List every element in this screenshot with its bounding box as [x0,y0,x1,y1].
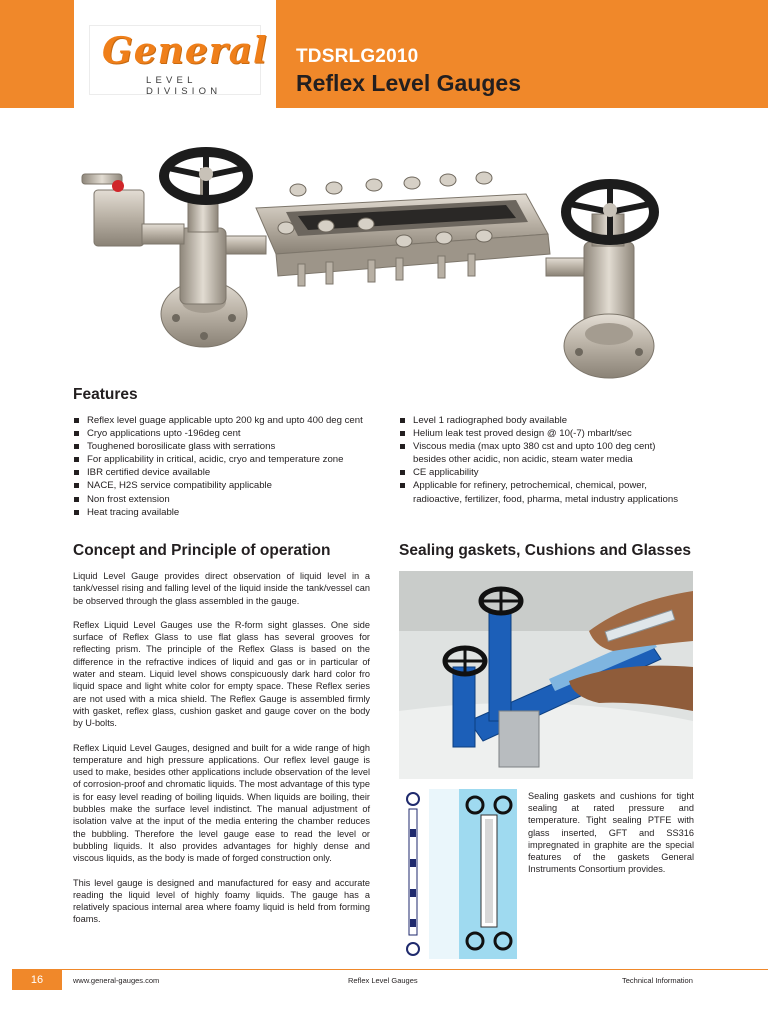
company-logo [90,26,268,97]
logo-panel [74,0,276,108]
page-number: 16 [12,970,62,990]
list-item: Reflex level guage applicable upto 200 kg and upto 400 deg cent [73,414,393,427]
concept-body [73,570,370,926]
bullet-square-icon [74,497,79,502]
handwheel-icon [481,589,521,613]
list-item: Non frost extension [73,493,393,506]
list-item-continuation: besides other acidic, non acidic, steam water media [413,454,633,466]
logo-division: LEVEL DIVISION [146,75,222,97]
handwheel-icon [164,152,248,200]
bullet-square-icon [400,431,405,436]
footer-rule [12,969,768,970]
bullet-square-icon [74,418,79,423]
concept-heading: Concept and Principle of operation [73,542,331,559]
list-item: For applicability in critical, acidic, cryo and temperature zone [73,453,393,466]
list-item: IBR certified device available [73,466,393,479]
concept-paragraph: This level gauge is designed and manufactured for easy and accurate reading the liquid level of highly foamy liquids. The gauge has a relatively spacious internal area where foamy liquid is held from forming foams. [73,877,370,925]
bullet-square-icon [74,470,79,475]
bullet-square-icon [74,483,79,488]
bullet-square-icon [74,444,79,449]
footer-website[interactable]: www.general-gauges.com [73,976,160,985]
handwheel-icon [566,184,654,240]
reflex-level-gauge-photo [76,138,696,408]
gauge-diagram [399,789,517,959]
list-item: NACE, H2S service compatibility applicable [73,479,393,492]
sealing-heading: Sealing gaskets, Cushions and Glasses [399,542,692,559]
list-item: Viscous media (max upto 380 cst and upto 100 deg cent) [399,440,699,453]
bullet-square-icon [400,418,405,423]
sealing-caption: Sealing gaskets and cushions for tight sealing at rated pressure and temperature. Tight sealing PTFE with glass inserted, GFT and SS316 impregnated in graphite are the special features of the gaskets General Instruments Consortium provides. [528,791,694,875]
features-list-left [73,414,393,519]
bullet-square-icon [74,431,79,436]
footer-category: Technical Information [622,976,693,985]
concept-paragraph: Reflex Liquid Level Gauges use the R-form sight glasses. One side surface of Reflex Glass to use flat glass has several grooves for reflecting prism. The principle of the Reflex Glass is based on the difference in the refractive indices of liquid and gas or in particular of water and steam. Liquid level shows conspicuously dark hard color fro liquid space and light white color for empty space. These Reflex series are not used with a mica shield. The Reflex Gauge is assembled firmly with gasket, reflex glass, cushion gasket and gauge cover on the body by U-bolts. [73,619,370,729]
document-code: TDSRLG2010 [296,46,419,67]
list-item: Level 1 radiographed body available [399,414,699,427]
logo-wordmark: General [102,30,268,72]
list-item: Helium leak test proved design @ 10(-7) mbarlt/sec [399,427,699,440]
features-list-right [399,414,699,506]
handwheel-icon [445,648,485,674]
list-item: Toughened borosilicate glass with serrations [73,440,393,453]
bullet-square-icon [74,510,79,515]
concept-paragraph: Liquid Level Gauge provides direct observation of liquid level in a tank/vessel rising and falling level of the liquid inside the tank/vessel can be observed through the glass assembled in the gauge. [73,571,370,606]
bullet-square-icon [400,483,405,488]
page-title: Reflex Level Gauges [296,70,521,96]
list-item: Applicable for refinery, petrochemical, chemical, power, [399,479,699,492]
bullet-square-icon [74,457,79,462]
list-item: Heat tracing available [73,506,393,519]
footer-section: Reflex Level Gauges [348,976,418,985]
bullet-square-icon [400,444,405,449]
bullet-square-icon [400,470,405,475]
list-item: CE applicability [399,466,699,479]
header-band-left [0,0,74,108]
features-heading: Features [73,386,138,403]
list-item-continuation: radioactive, fertilizer, food, pharma, metal industry applications [413,493,679,505]
list-item: Cryo applications upto -196deg cent [73,427,393,440]
concept-paragraph: Reflex Liquid Level Gauges, designed and built for a wide range of high temperature and high pressure applications. Our reflex level gauge is used to make, besides other applications include observation of the level of corrosion-proof and chromatic liquids. The most advantage of this type is for easy level reading of boiling liquids. When liquids are boiling, their bubbles make the surface level indistinct. The manual adjustment of isolation valve at the input of the media entering the chamber reduces the bubbling. Therefore the level gauge ease to read the level or bubbling liquids. It also provides advantages for highly dense and viscous liquids, as the body is made of forged construction only. [73,742,370,864]
gasket-assembly-photo [399,571,693,779]
